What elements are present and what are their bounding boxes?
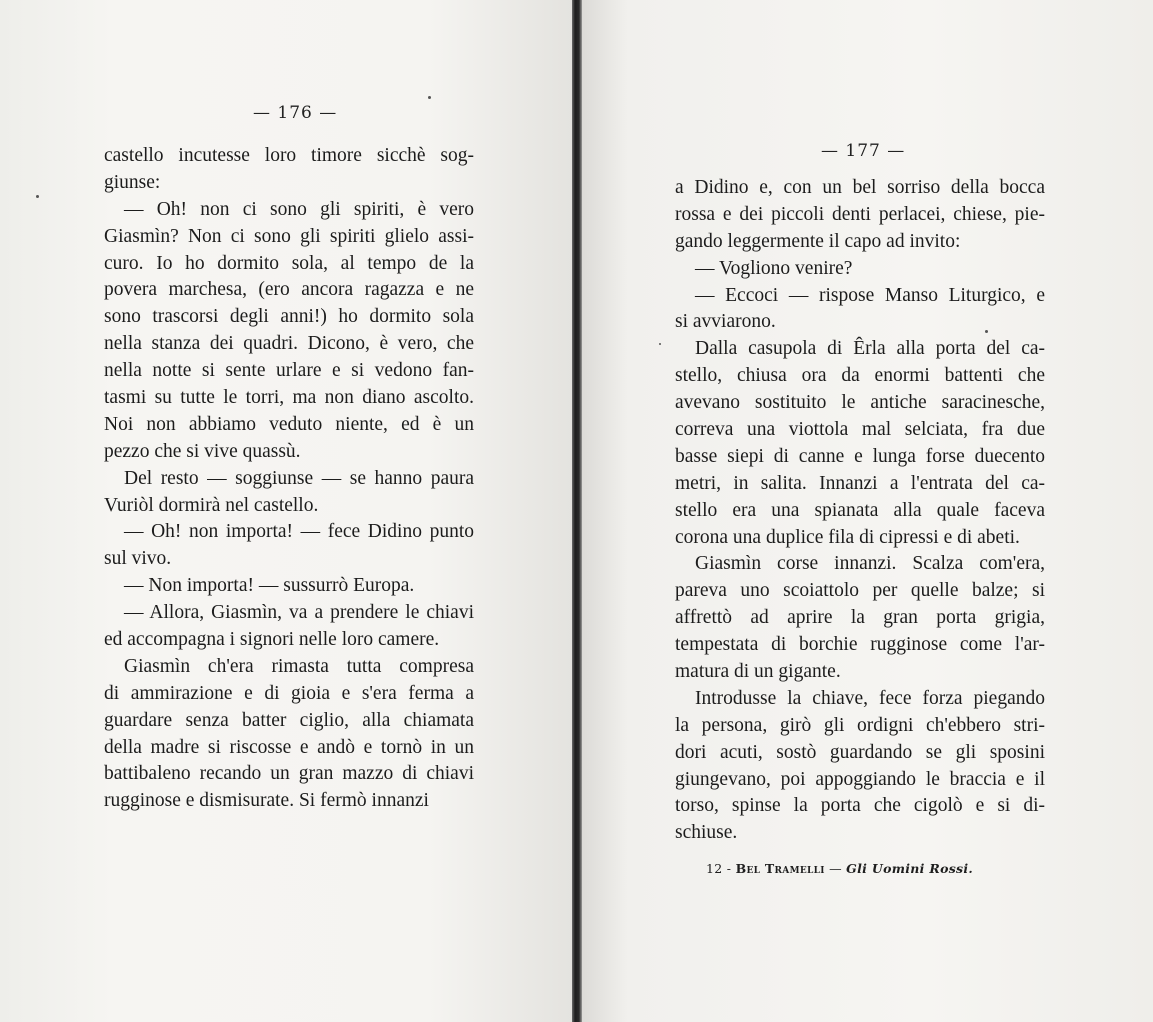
printer-signature: 12 - Bel Tramelli — Gli Uomini Rossi. bbox=[706, 861, 974, 876]
text-line: guardare senza batter ciglio, alla chiamata bbox=[104, 709, 474, 731]
signature-title: Gli Uomini Rossi. bbox=[846, 861, 974, 876]
text-line: rugginose e dismisurate. Si fermò innanzi bbox=[104, 790, 429, 812]
text-line: sul vivo. bbox=[104, 548, 172, 570]
text-line: avevano sostituito le antiche saracinesche, bbox=[675, 392, 1045, 414]
text-line: correva una viottola mal selciata, fra due bbox=[675, 419, 1045, 441]
text-line: — Allora, Giasmìn, va a prendere le chiavi bbox=[124, 602, 474, 624]
signature-author: Bel Tramelli bbox=[735, 861, 825, 876]
text-line: Giasmìn? Non ci sono gli spiriti glielo assi- bbox=[104, 225, 474, 247]
left-page bbox=[0, 0, 572, 1022]
text-line: si avviarono. bbox=[675, 311, 776, 333]
text-line: pezzo che si vive quassù. bbox=[104, 440, 301, 462]
text-line: tempestata di borchie rugginose come l'ar- bbox=[675, 634, 1045, 656]
text-line: ed accompagna i signori nelle loro camere. bbox=[104, 629, 440, 651]
text-line: nella stanza dei quadri. Dicono, è vero, che bbox=[104, 333, 474, 355]
page-text bbox=[104, 143, 474, 815]
page-number: — 176 — bbox=[253, 103, 338, 123]
sheet-number: 12 bbox=[706, 861, 723, 876]
print-speck bbox=[659, 343, 661, 345]
text-line: stello, chiusa ora da enormi battenti che bbox=[675, 365, 1045, 387]
text-line: stello era una spianata alla quale faceva bbox=[675, 499, 1045, 521]
text-line: corona una duplice fila di cipressi e di abeti. bbox=[675, 526, 1020, 548]
text-line: povera marchesa, (ero ancora ragazza e ne bbox=[104, 279, 474, 301]
text-line: — Oh! non importa! — fece Didino punto bbox=[124, 521, 474, 543]
text-line: della madre si riscosse e andò e tornò in un bbox=[104, 736, 474, 758]
text-line: battibaleno recando un gran mazzo di chiavi bbox=[104, 763, 474, 785]
text-line: torso, spinse la porta che cigolò e si di- bbox=[675, 795, 1045, 817]
text-line: Noi non abbiamo veduto niente, ed è un bbox=[104, 413, 474, 435]
text-line: — Oh! non ci sono gli spiriti, è vero bbox=[124, 198, 474, 220]
text-line: Vuriòl dormirà nel castello. bbox=[104, 494, 319, 516]
print-speck bbox=[428, 96, 431, 99]
text-line: Introdusse la chiave, fece forza piegando bbox=[695, 687, 1045, 709]
text-line: Giasmìn corse innanzi. Scalza com'era, bbox=[695, 553, 1045, 575]
text-line: — Non importa! — sussurrò Europa. bbox=[124, 575, 415, 597]
book-gutter bbox=[572, 0, 582, 1022]
print-speck bbox=[985, 330, 988, 333]
text-line: sono trascorsi degli anni!) ho dormito sola bbox=[104, 306, 474, 328]
right-page bbox=[582, 0, 1153, 1022]
text-line: la persona, girò gli ordigni ch'ebbero stri- bbox=[675, 714, 1045, 736]
text-line: giunse: bbox=[104, 171, 161, 193]
text-line: metri, in salita. Innanzi a l'entrata del ca- bbox=[675, 472, 1045, 494]
text-line: giungevano, poi appoggiando le braccia e il bbox=[675, 768, 1045, 790]
text-line: affrettò ad aprire la gran porta grigia, bbox=[675, 607, 1045, 629]
text-line: nella notte si sente urlare e si vedono fan- bbox=[104, 360, 474, 382]
text-line: — Vogliono venire? bbox=[695, 257, 853, 279]
text-line: a Didino e, con un bel sorriso della bocca bbox=[675, 177, 1045, 198]
text-line: castello incutesse loro timore sicchè sog- bbox=[104, 145, 474, 166]
text-line: di ammirazione e di gioia e s'era ferma a bbox=[104, 682, 474, 704]
text-line: basse siepi di canne e lunga forse duecento bbox=[675, 445, 1045, 467]
text-line: curo. Io ho dormito sola, al tempo de la bbox=[104, 252, 474, 274]
text-line: matura di un gigante. bbox=[675, 661, 841, 683]
page-text bbox=[675, 175, 1045, 847]
text-line: Giasmìn ch'era rimasta tutta compresa bbox=[124, 655, 474, 677]
text-line: rossa e dei piccoli denti perlacei, chiese, pie- bbox=[675, 203, 1045, 225]
signature-separator: — bbox=[829, 861, 842, 876]
text-line: dori acuti, sostò guardando se gli sposini bbox=[675, 741, 1045, 763]
print-speck bbox=[36, 195, 39, 198]
text-line: tasmi su tutte le torri, ma non diano ascolto. bbox=[104, 387, 474, 409]
page-number: — 177 — bbox=[821, 141, 906, 161]
text-line: schiuse. bbox=[675, 822, 738, 844]
text-line: gando leggermente il capo ad invito: bbox=[675, 230, 961, 252]
text-line: pareva uno scoiattolo per quelle balze; si bbox=[675, 580, 1045, 602]
text-line: — Eccoci — rispose Manso Liturgico, e bbox=[695, 284, 1045, 306]
text-line: Del resto — soggiunse — se hanno paura bbox=[124, 467, 474, 489]
text-line: Dalla casupola di Êrla alla porta del ca- bbox=[695, 338, 1045, 360]
